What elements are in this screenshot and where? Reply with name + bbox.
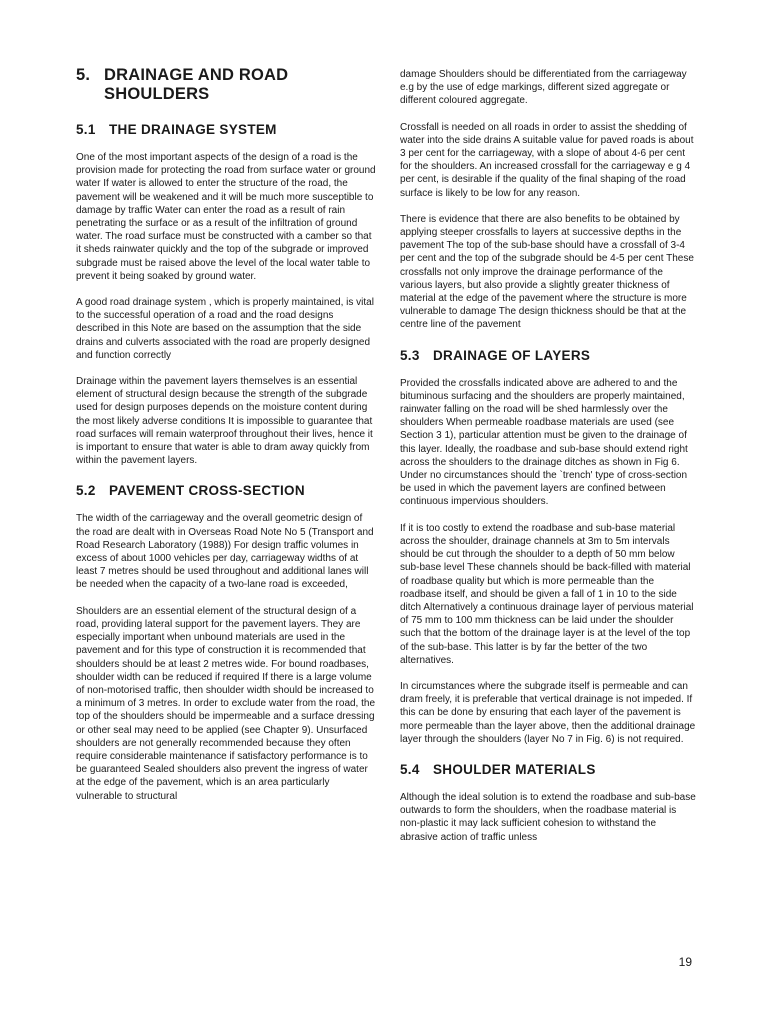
paragraph: Provided the crossfalls indicated above are adhered to and the bituminous surfacing and the shoulders are properly maintained, rainwater falling on the road will be shed harmlessly over the shoulders When permeable roadbase materials are used (see Section 3 1), particular attention must be given to the drainage of this layer. Ideally, the roadbase and sub-base should extend right across the shoulders to the drainage ditches as shown in Fig 6. Under no circumstances should the `trench' type of cross-section be used in which the pavement layers are confined between continuous impervious shoulders. xyxy=(400,377,688,508)
paragraph: One of the most important aspects of the design of a road is the provision made for protecting the road from surface water or ground water If water is allowed to enter the structure of the road, the pavement will be weakened and it will be much more susceptible to damage by traffic Water can enter the road as a result of rain penetrating the surface or as a result of the infiltration of ground water. The road surface must be constructed with a camber so that it sheds rainwater quickly and the top of the subgrade or improved subgrade must be raised above the level of the local water table to prevent it being soaked by ground water. xyxy=(76,152,376,282)
paragraph: A good road drainage system , which is properly maintained, is vital to the successful operation of a road and the road designs described in this Note are based on the assumption that the side drains and culverts associated with the road are properly designed and function correctly xyxy=(76,297,374,361)
section-heading-5-1 xyxy=(76,122,376,137)
paragraph: If it is too costly to extend the roadbase and sub-base material across the shoulder, drainage channels at 3m to 5m intervals should be cut through the shoulder to a depth of 50 mm below sub-base level These channels should be back-filled with material of roadbase quality but which is more permeable than the roadbase itself, and should be given a fall of 1 in 10 to the side ditch Alternatively a continuous drainage layer of pervious material of 75 mm to 100 mm thickness can be laid under the shoulder such that the bottom of the drainage layer is at the level of the top of the sub-base. This latter is by far the better of the two alternatives. xyxy=(400,522,694,666)
paragraph: The width of the carriageway and the overall geometric design of the road are dealt with in Overseas Road Note No 5 (Transport and Road Research Laboratory (1988)) For design traffic volumes in excess of about 1000 vehicles per day, carriageway widths of at least 7 metres should be used throughout and additional lanes will be needed when the capacity of a two-lane road is exceeded, xyxy=(76,513,374,591)
section-number: 5.4 xyxy=(400,761,420,777)
paragraph: Crossfall is needed on all roads in order to assist the shedding of water into the side drains A suitable value for paved roads is about 3 per cent for the carriageway, with a slope of about 4-6 per cent for the shoulders. An increased crossfall for the carriageway e g 4 per cent, is desirable if the quality of the final shaping of the road surface is likely to be low for any reason. xyxy=(400,121,694,199)
section-number: 5.1 xyxy=(76,122,96,137)
paragraph: Although the ideal solution is to extend the roadbase and sub-base outwards to form the shoulders, when the roadbase material is non-plastic it may lack sufficient cohesion to withstand the abrasive action of traffic unless xyxy=(400,791,696,843)
paragraph: damage Shoulders should be differentiated from the carriageway e.g by the use of edge markings, different sized aggregate or different coloured aggregate. xyxy=(400,69,687,107)
section-heading-5-3 xyxy=(400,348,696,363)
chapter-title xyxy=(76,66,376,104)
section-heading-5-4 xyxy=(400,762,696,777)
paragraph: In circumstances where the subgrade itself is permeable and can dram freely, it is preferable that vertical drainage is not impeded. If this can be done by ensuring that each layer of the pavement is more permeable than the layer above, then the additional drainage layer through the shoulders (layer No 7 in Fig. 6) is not required. xyxy=(400,680,696,745)
chapter-number: 5. xyxy=(76,66,91,84)
paragraph: Shoulders are an essential element of the structural design of a road, providing lateral support for the pavement layers. They are especially important when unbound materials are used in the pavement and for this type of construction it is recommended that shoulders should be at least 2 metres wide. For bound roadbases, shoulder width can be reduced if required If there is a large volume of non-motorised traffic, then shoulder width should be increased to a minimum of 3 metres. In order to exclude water from the road, the top of the shoulders should be impermeable and a surface dressing or other seal may need to be applied (see Chapter 9). Unsurfaced shoulders are not generally recommended because they often require considerable maintenance if satisfactory performance is to be guaranteed Sealed shoulders also prevent the ingress of water at the edge of the pavement, which is an area particularly vulnerable to structural xyxy=(76,605,376,802)
section-number: 5.3 xyxy=(400,347,420,363)
section-number: 5.2 xyxy=(76,483,96,499)
right-column xyxy=(400,68,696,857)
chapter-title-text: DRAINAGE AND ROAD SHOULDERS xyxy=(104,66,289,103)
section-title: DRAINAGE OF LAYERS xyxy=(433,347,591,363)
section-heading-5-2 xyxy=(76,483,376,498)
left-column xyxy=(76,66,376,816)
section-title: SHOULDER MATERIALS xyxy=(433,761,596,777)
paragraph: Drainage within the pavement layers themselves is an essential element of structural design because the strength of the subgrade used for design purposes depends on the moisture content during the most likely adverse conditions It is impossible to guarantee that road surfaces will remain waterproof throughout their lives, hence it is important to ensure that water is able to dram away quickly from within the pavement layers. xyxy=(76,376,373,467)
section-title: PAVEMENT CROSS-SECTION xyxy=(109,483,305,499)
paragraph: There is evidence that there are also benefits to be obtained by applying steeper crossfalls to layers at successive depths in the pavement The top of the sub-base should have a crossfall of 3-4 per cent and the top of the subgrade should be 4-5 per cent These crossfalls not only improve the drainage performance of the various layers, but also provide a slightly greater thickness of material at the edge of the pavement where the structure is more vulnerable to damage The design thickness should be that at the centre line of the pavement xyxy=(400,213,694,331)
section-title: THE DRAINAGE SYSTEM xyxy=(109,122,277,137)
page-number: 19 xyxy=(678,955,692,969)
